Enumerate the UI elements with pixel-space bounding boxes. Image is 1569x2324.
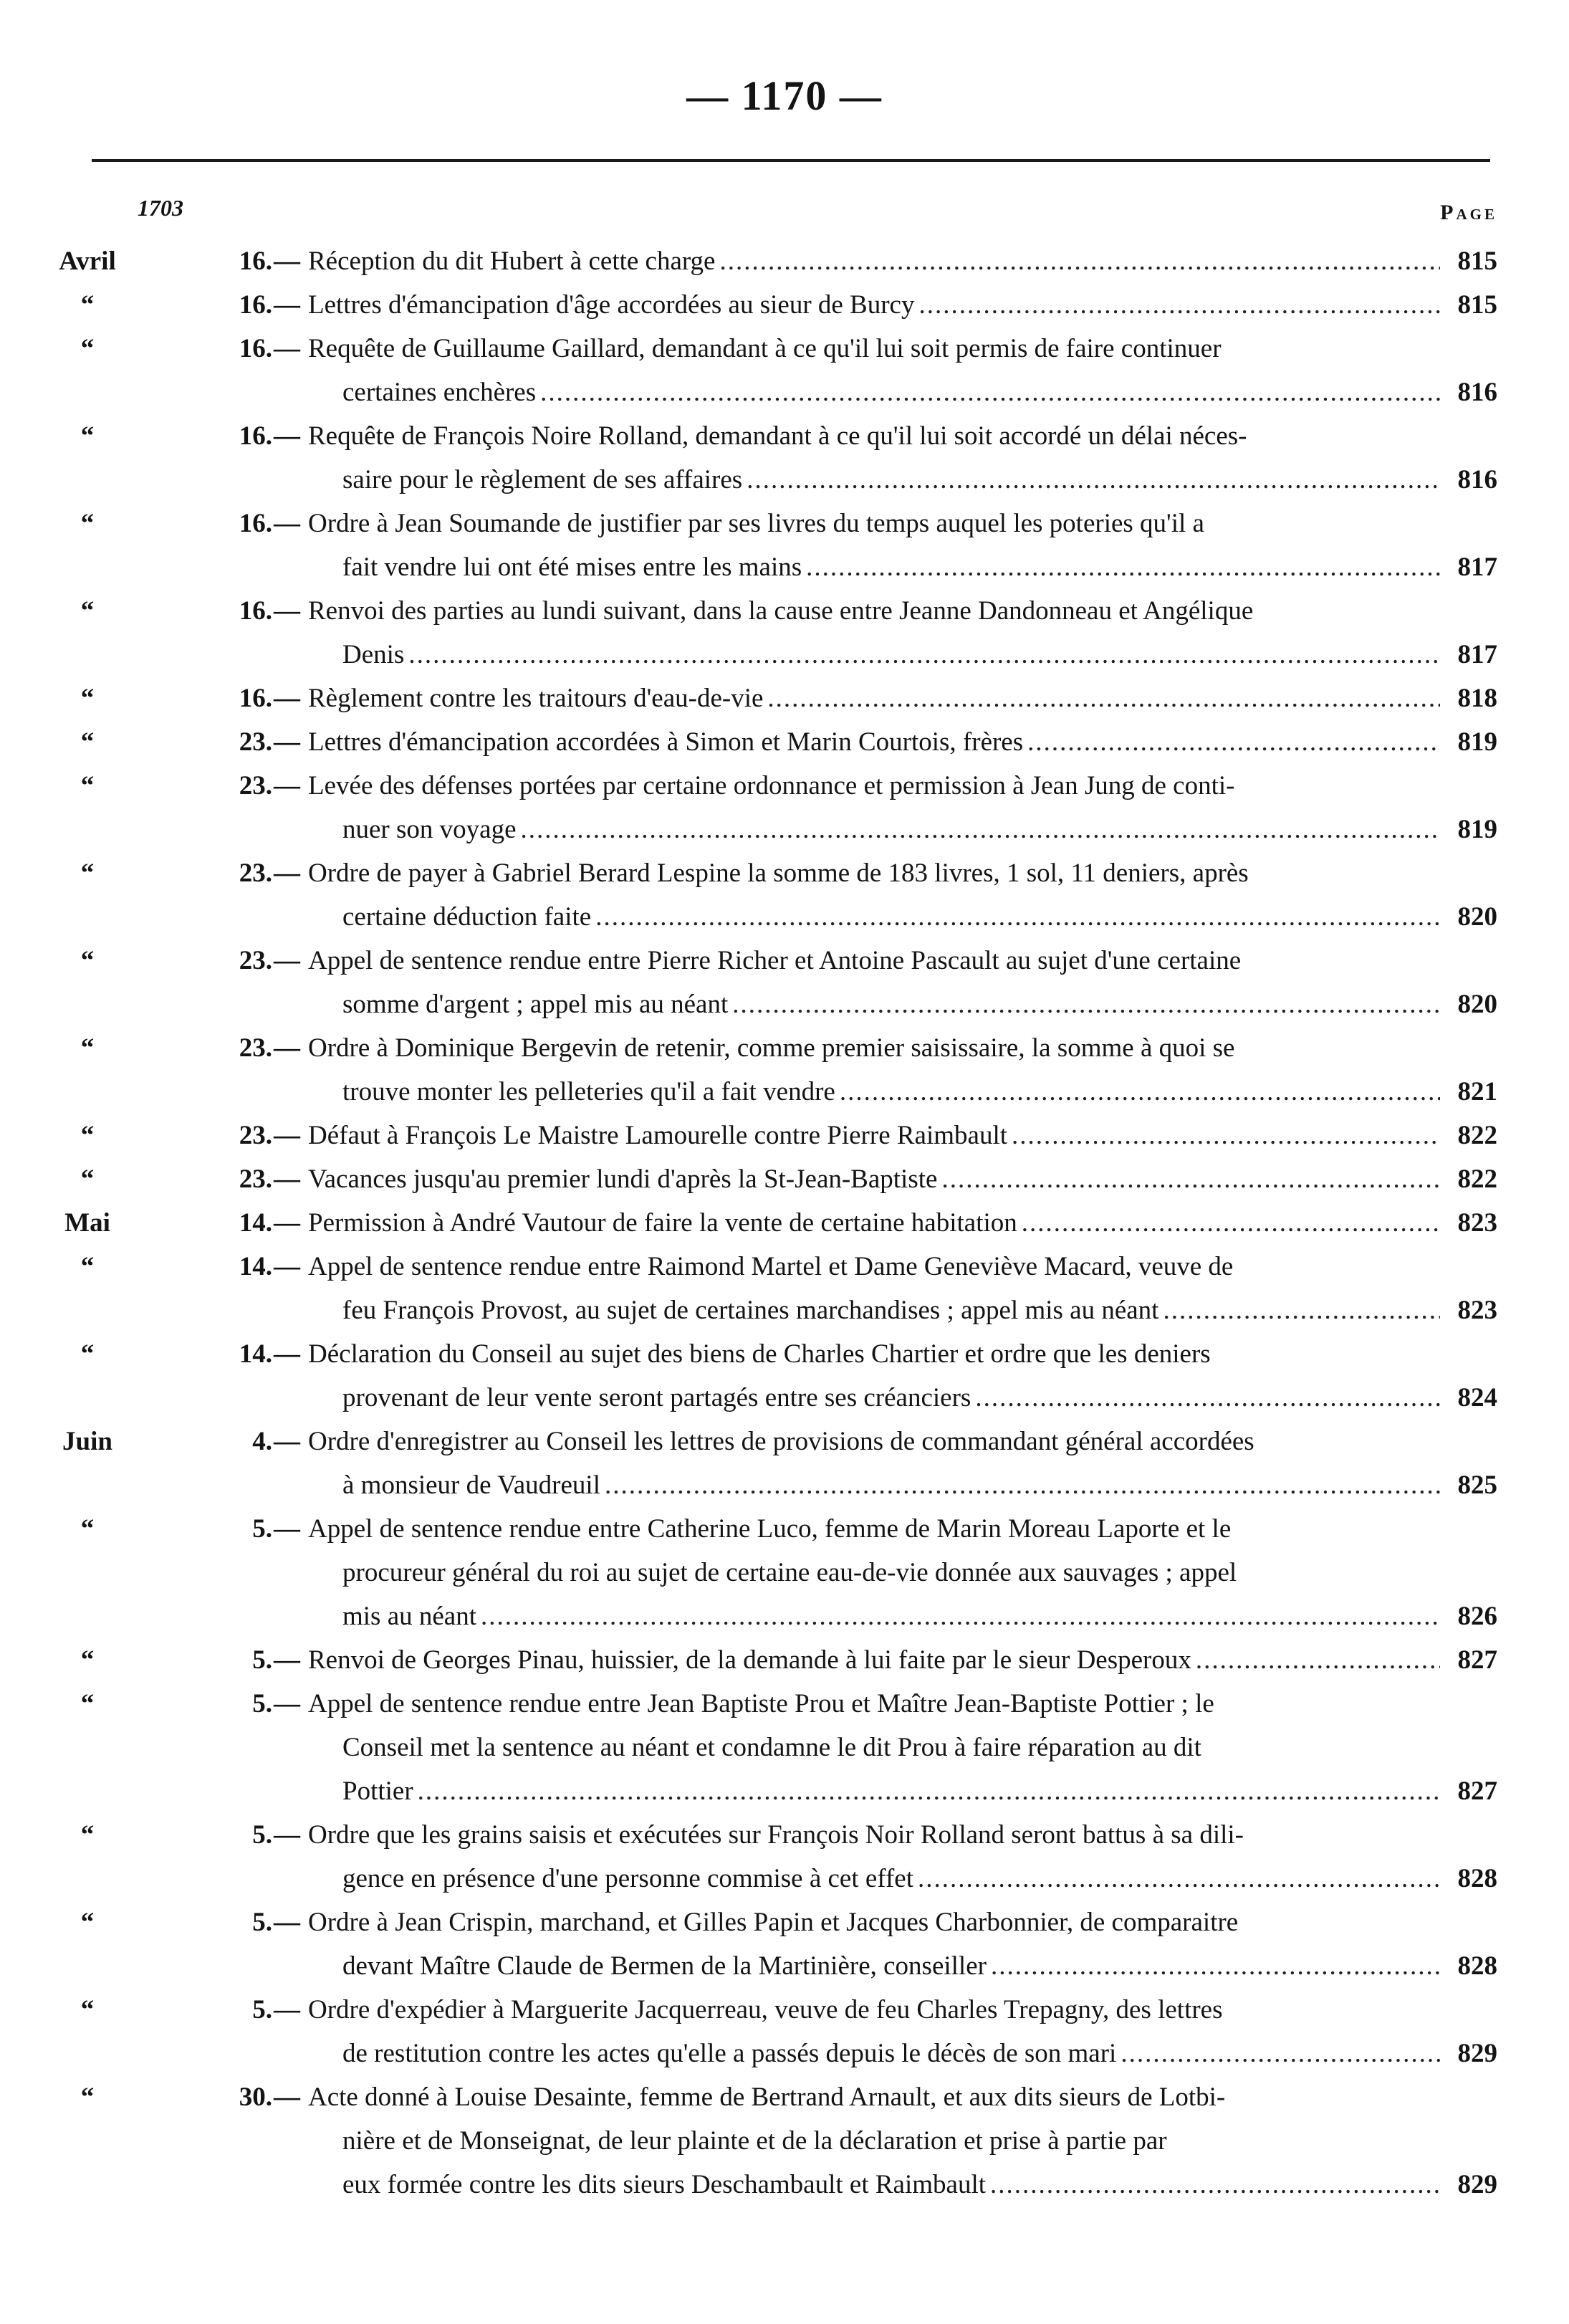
entry-dash: — — [274, 1165, 300, 1194]
dot-leader — [418, 1769, 1440, 1813]
entry-page-number: 828 — [1457, 1951, 1497, 1981]
entry-month: “ — [80, 771, 95, 800]
entry-text: Ordre à Jean Soumande de justifier par ses livres du temps auquel les poteries qu'il a — [308, 509, 1204, 538]
entry-text-wrap — [342, 982, 1440, 1026]
entry-line — [0, 1376, 1569, 1420]
entry-page-number: 823 — [1457, 1296, 1497, 1325]
entry-dash: — — [274, 1033, 300, 1063]
entry-dash: — — [274, 1339, 300, 1369]
dot-leader — [990, 2163, 1440, 2206]
list-item — [0, 1813, 1569, 1900]
entry-line — [0, 370, 1569, 414]
dot-leader — [1163, 1288, 1440, 1332]
entry-text-wrap — [308, 1026, 1440, 1070]
list-item — [0, 1900, 1569, 1988]
entry-month: Avril — [59, 247, 116, 276]
entry-day: 4. — [252, 1427, 272, 1456]
entry-dash: — — [274, 946, 300, 975]
entry-text: provenant de leur vente seront partagés entre ses créanciers — [342, 1383, 971, 1412]
entry-text: Ordre à Dominique Bergevin de retenir, comme premier saisissaire, la somme à quoi se — [308, 1033, 1235, 1063]
entry-page-number: 828 — [1457, 1864, 1497, 1893]
entry-text: certaines enchères — [342, 378, 537, 407]
entry-day: 23. — [239, 1165, 272, 1194]
entry-month: “ — [80, 421, 95, 451]
entry-text-wrap — [308, 502, 1440, 545]
entry-text: Appel de sentence rendue entre Raimond Martel et Dame Geneviève Macard, veuve de — [308, 1252, 1234, 1281]
entry-month: “ — [80, 1252, 95, 1281]
entry-page-number: 818 — [1457, 684, 1497, 713]
entry-dash: — — [274, 1252, 300, 1281]
entry-text: nière et de Monseignat, de leur plainte et de la déclaration et prise à partie par — [342, 2126, 1167, 2156]
list-item — [0, 1682, 1569, 1813]
entry-page-number: 822 — [1457, 1165, 1497, 1194]
entry-text-wrap — [342, 1857, 1440, 1900]
entry-line — [0, 1900, 1569, 1944]
entry-text-wrap — [308, 1157, 1440, 1201]
dot-leader — [767, 676, 1440, 720]
entry-text: Requête de Guillaume Gaillard, demandant à ce qu'il lui soit permis de faire continuer — [308, 334, 1222, 363]
entry-line — [0, 808, 1569, 851]
entry-page-number: 822 — [1457, 1121, 1497, 1150]
entry-text-wrap — [308, 764, 1440, 808]
list-item — [0, 720, 1569, 764]
entry-text-wrap — [308, 1332, 1440, 1376]
entry-day: 30. — [239, 2082, 272, 2112]
entry-month: Mai — [64, 1208, 110, 1238]
entry-line — [0, 589, 1569, 633]
entry-page-number: 815 — [1457, 290, 1497, 320]
entry-line — [0, 633, 1569, 676]
entry-month: “ — [80, 596, 95, 626]
entry-text-wrap — [308, 239, 1440, 283]
entry-text: Renvoi de Georges Pinau, huissier, de la demande à lui faite par le sieur Desperoux — [308, 1645, 1191, 1675]
entry-text-wrap — [308, 1420, 1440, 1463]
entry-text: Ordre de payer à Gabriel Berard Lespine la somme de 183 livres, 1 sol, 11 deniers, après — [308, 859, 1249, 888]
entry-line — [0, 676, 1569, 720]
entry-page-number: 827 — [1457, 1777, 1497, 1806]
entry-dash: — — [274, 1427, 300, 1456]
entry-text-wrap — [308, 676, 1440, 720]
entry-text-wrap — [308, 851, 1440, 895]
entry-month: “ — [80, 334, 95, 363]
entry-day: 23. — [239, 1033, 272, 1063]
entry-text: Pottier — [342, 1777, 413, 1806]
entry-dash: — — [274, 421, 300, 451]
dot-leader — [521, 808, 1441, 851]
entry-dash: — — [274, 1514, 300, 1544]
entry-day: 23. — [239, 1121, 272, 1150]
list-item — [0, 1420, 1569, 1507]
entry-text-wrap — [342, 1288, 1440, 1332]
dot-leader — [540, 370, 1440, 414]
entry-day: 16. — [239, 509, 272, 538]
entry-day: 14. — [239, 1339, 272, 1369]
entry-line — [0, 2075, 1569, 2119]
entry-line — [0, 239, 1569, 283]
list-item — [0, 764, 1569, 851]
dot-leader — [1012, 1114, 1440, 1157]
list-item — [0, 1332, 1569, 1420]
entry-month: “ — [80, 1514, 95, 1544]
entry-dash: — — [274, 1645, 300, 1675]
entry-text-wrap — [342, 1070, 1440, 1114]
entry-text: Lettres d'émancipation accordées à Simon et Marin Courtois, frères — [308, 727, 1024, 757]
entry-text-wrap — [342, 2163, 1440, 2206]
entry-day: 5. — [252, 1908, 272, 1937]
entry-day: 23. — [239, 946, 272, 975]
dot-leader — [747, 458, 1440, 502]
entry-day: 16. — [239, 290, 272, 320]
entry-line — [0, 1682, 1569, 1726]
entry-dash: — — [274, 1995, 300, 2024]
entry-text: Ordre à Jean Crispin, marchand, et Gilles Papin et Jacques Charbonnier, de comparaitre — [308, 1908, 1239, 1937]
entry-text-wrap — [308, 1245, 1440, 1288]
entry-line — [0, 1551, 1569, 1594]
list-item — [0, 1157, 1569, 1201]
entry-text: eux formée contre les dits sieurs Deschambault et Raimbault — [342, 2170, 987, 2199]
entry-text: Requête de François Noire Rolland, demandant à ce qu'il lui soit accordé un délai néces- — [308, 421, 1247, 451]
entry-line — [0, 283, 1569, 327]
entry-page-number: 829 — [1457, 2170, 1497, 2199]
entry-page-number: 817 — [1457, 553, 1497, 582]
entry-text-wrap — [342, 633, 1440, 676]
entry-day: 5. — [252, 1514, 272, 1544]
entry-month: “ — [80, 1165, 95, 1194]
entry-day: 14. — [239, 1252, 272, 1281]
entry-text: Déclaration du Conseil au sujet des biens de Charles Chartier et ordre que les deniers — [308, 1339, 1211, 1369]
entry-day: 5. — [252, 1645, 272, 1675]
entry-text: feu François Provost, au sujet de certaines marchandises ; appel mis au néant — [342, 1296, 1159, 1325]
entry-text-wrap — [308, 1682, 1440, 1726]
entry-text: nuer son voyage — [342, 815, 517, 844]
entry-page-number: 816 — [1457, 465, 1497, 494]
header-rule — [92, 159, 1490, 162]
dot-leader — [1022, 1201, 1440, 1245]
list-item — [0, 851, 1569, 939]
entry-text: Règlement contre les traitours d'eau-de-vie — [308, 684, 764, 713]
entry-text-wrap — [308, 1507, 1440, 1551]
list-item — [0, 1114, 1569, 1157]
dot-leader — [991, 1944, 1440, 1988]
entry-line — [0, 1114, 1569, 1157]
entry-text: Denis — [342, 640, 405, 669]
entry-day: 5. — [252, 1995, 272, 2024]
dot-leader — [1121, 2032, 1440, 2075]
entry-list — [0, 239, 1569, 2206]
entry-text-wrap — [342, 1463, 1440, 1507]
entry-day: 5. — [252, 1820, 272, 1850]
entry-dash: — — [274, 290, 300, 320]
entry-month: “ — [80, 1033, 95, 1063]
entry-day: 16. — [239, 247, 272, 276]
page-column-header: Page — [1440, 201, 1497, 224]
dot-leader — [1196, 1638, 1440, 1682]
entry-page-number: 817 — [1457, 640, 1497, 669]
entry-day: 16. — [239, 421, 272, 451]
entry-month: “ — [80, 1689, 95, 1718]
entry-day: 23. — [239, 859, 272, 888]
entry-text: Ordre que les grains saisis et exécutées sur François Noir Rolland seront battus à sa dili- — [308, 1820, 1244, 1850]
entry-month: “ — [80, 509, 95, 538]
entry-text: de restitution contre les actes qu'elle a passés depuis le décès de son mari — [342, 2039, 1117, 2068]
entry-text: Permission à André Vautour de faire la vente de certaine habitation — [308, 1208, 1017, 1238]
entry-text: Ordre d'expédier à Marguerite Jacquerreau, veuve de feu Charles Trepagny, des lettres — [308, 1995, 1223, 2024]
entry-page-number: 829 — [1457, 2039, 1497, 2068]
entry-line — [0, 1070, 1569, 1114]
entry-text-wrap — [308, 2075, 1440, 2119]
entry-month: “ — [80, 859, 95, 888]
entry-text-wrap — [342, 808, 1440, 851]
entry-dash: — — [274, 1208, 300, 1238]
list-item — [0, 502, 1569, 589]
list-item — [0, 1201, 1569, 1245]
entry-line — [0, 1332, 1569, 1376]
entry-day: 16. — [239, 684, 272, 713]
entry-month: “ — [80, 1820, 95, 1850]
entry-dash: — — [274, 247, 300, 276]
entry-text-wrap — [342, 2032, 1440, 2075]
entry-line — [0, 1157, 1569, 1201]
entry-page-number: 819 — [1457, 815, 1497, 844]
entry-text-wrap — [308, 283, 1440, 327]
entry-dash: — — [274, 509, 300, 538]
entry-line — [0, 1726, 1569, 1769]
entry-text-wrap — [342, 1594, 1440, 1638]
entry-line — [0, 1857, 1569, 1900]
list-item — [0, 676, 1569, 720]
dot-leader — [595, 895, 1440, 939]
entry-text-wrap — [308, 1638, 1440, 1682]
entry-month: “ — [80, 290, 95, 320]
dot-leader — [1027, 720, 1440, 764]
entry-text: Lettres d'émancipation d'âge accordées au sieur de Burcy — [308, 290, 915, 320]
entry-month: “ — [80, 1908, 95, 1937]
entry-dash: — — [274, 596, 300, 626]
entry-dash: — — [274, 1908, 300, 1937]
entry-text-wrap — [308, 1988, 1440, 2032]
entry-line — [0, 2032, 1569, 2075]
entry-line — [0, 851, 1569, 895]
entry-month: “ — [80, 1995, 95, 2024]
dot-leader — [605, 1463, 1440, 1507]
entry-text: Ordre d'enregistrer au Conseil les lettres de provisions de commandant général accordées — [308, 1427, 1254, 1456]
entry-text-wrap — [342, 1376, 1440, 1420]
entry-text-wrap — [342, 895, 1440, 939]
dot-leader — [408, 633, 1440, 676]
entry-month: “ — [80, 1645, 95, 1675]
list-item — [0, 1245, 1569, 1332]
list-item — [0, 1507, 1569, 1638]
entry-text-wrap — [342, 1726, 1440, 1769]
entry-line — [0, 1245, 1569, 1288]
entry-line — [0, 720, 1569, 764]
entry-text: somme d'argent ; appel mis au néant — [342, 990, 729, 1019]
entry-line — [0, 939, 1569, 982]
list-item — [0, 327, 1569, 414]
entry-text: Conseil met la sentence au néant et condamne le dit Prou à faire réparation au dit — [342, 1733, 1201, 1762]
entry-line — [0, 545, 1569, 589]
entry-text: gence en présence d'une personne commise à cet effet — [342, 1864, 913, 1893]
entry-line — [0, 982, 1569, 1026]
entry-text-wrap — [342, 1551, 1440, 1594]
entry-text-wrap — [308, 414, 1440, 458]
entry-line — [0, 1594, 1569, 1638]
dot-leader — [941, 1157, 1440, 1201]
dot-leader — [975, 1376, 1440, 1420]
entry-dash: — — [274, 334, 300, 363]
entry-text: procureur général du roi au sujet de certaine eau-de-vie donnée aux sauvages ; appel — [342, 1558, 1237, 1587]
entry-line — [0, 2119, 1569, 2163]
entry-line — [0, 1944, 1569, 1988]
list-item — [0, 414, 1569, 502]
entry-page-number: 819 — [1457, 727, 1497, 757]
entry-text-wrap — [342, 1944, 1440, 1988]
entry-line — [0, 1201, 1569, 1245]
list-item — [0, 2075, 1569, 2206]
entry-dash: — — [274, 771, 300, 800]
entry-text: Vacances jusqu'au premier lundi d'après la St-Jean-Baptiste — [308, 1165, 938, 1194]
year-label: 1703 — [138, 195, 183, 221]
dot-leader — [918, 1857, 1440, 1900]
entry-line — [0, 1507, 1569, 1551]
entry-page-number: 827 — [1457, 1645, 1497, 1675]
list-item — [0, 1638, 1569, 1682]
entry-month: “ — [80, 1121, 95, 1150]
entry-page-number: 815 — [1457, 247, 1497, 276]
entry-text-wrap — [342, 2119, 1440, 2163]
entry-text-wrap — [308, 589, 1440, 633]
entry-line — [0, 502, 1569, 545]
entry-line — [0, 458, 1569, 502]
entry-line — [0, 1813, 1569, 1857]
entry-month: Juin — [62, 1427, 112, 1456]
entry-day: 16. — [239, 334, 272, 363]
entry-text: Appel de sentence rendue entre Jean Baptiste Prou et Maître Jean-Baptiste Pottier ; le — [308, 1689, 1214, 1718]
entry-text-wrap — [308, 1201, 1440, 1245]
dot-leader — [840, 1070, 1440, 1114]
entry-text: Défaut à François Le Maistre Lamourelle contre Pierre Raimbault — [308, 1121, 1008, 1150]
entry-text: certaine déduction faite — [342, 902, 592, 932]
entry-line — [0, 1463, 1569, 1507]
list-item — [0, 239, 1569, 283]
entry-line — [0, 414, 1569, 458]
list-item — [0, 589, 1569, 676]
entry-day: 16. — [239, 596, 272, 626]
entry-page-number: 825 — [1457, 1471, 1497, 1500]
entry-page-number: 816 — [1457, 378, 1497, 407]
entry-month: “ — [80, 946, 95, 975]
entry-dash: — — [274, 2082, 300, 2112]
entry-text: Appel de sentence rendue entre Catherine Luco, femme de Marin Moreau Laporte et le — [308, 1514, 1232, 1544]
entry-text: Renvoi des parties au lundi suivant, dans la cause entre Jeanne Dandonneau et Angélique — [308, 596, 1254, 626]
entry-day: 23. — [239, 727, 272, 757]
entry-line — [0, 2163, 1569, 2206]
entry-page-number: 824 — [1457, 1383, 1497, 1412]
entry-text: devant Maître Claude de Bermen de la Martinière, conseiller — [342, 1951, 987, 1981]
dot-leader — [806, 545, 1440, 589]
entry-text: saire pour le règlement de ses affaires — [342, 465, 743, 494]
entry-line — [0, 1638, 1569, 1682]
entry-text-wrap — [308, 1900, 1440, 1944]
entry-dash: — — [274, 727, 300, 757]
entry-text: trouve monter les pelleteries qu'il a fait vendre — [342, 1077, 835, 1106]
entry-dash: — — [274, 859, 300, 888]
entry-text: mis au néant — [342, 1602, 477, 1631]
entry-day: 23. — [239, 771, 272, 800]
entry-line — [0, 895, 1569, 939]
entry-page-number: 820 — [1457, 902, 1497, 932]
entry-page-number: 823 — [1457, 1208, 1497, 1238]
entry-day: 14. — [239, 1208, 272, 1238]
entry-text: fait vendre lui ont été mises entre les mains — [342, 553, 802, 582]
page-number: — 1170 — — [686, 72, 883, 119]
entry-page-number: 820 — [1457, 990, 1497, 1019]
entry-text-wrap — [308, 720, 1440, 764]
entry-day: 5. — [252, 1689, 272, 1718]
entry-line — [0, 1420, 1569, 1463]
entry-text: Acte donné à Louise Desainte, femme de Bertrand Arnault, et aux dits sieurs de Lotbi- — [308, 2082, 1226, 2112]
list-item — [0, 1026, 1569, 1114]
dot-leader — [732, 982, 1440, 1026]
entry-dash: — — [274, 1121, 300, 1150]
dot-leader — [918, 283, 1440, 327]
entry-text: Levée des défenses portées par certaine ordonnance et permission à Jean Jung de conti- — [308, 771, 1235, 800]
entry-dash: — — [274, 1820, 300, 1850]
entry-text-wrap — [342, 370, 1440, 414]
dot-leader — [481, 1594, 1440, 1638]
entry-text: Réception du dit Hubert à cette charge — [308, 247, 716, 276]
entry-month: “ — [80, 1339, 95, 1369]
dot-leader — [719, 239, 1440, 283]
entry-text-wrap — [342, 1769, 1440, 1813]
entry-line — [0, 1769, 1569, 1813]
entry-dash: — — [274, 1689, 300, 1718]
entry-line — [0, 1026, 1569, 1070]
list-item — [0, 1988, 1569, 2075]
entry-dash: — — [274, 684, 300, 713]
entry-page-number: 826 — [1457, 1602, 1497, 1631]
entry-text-wrap — [342, 458, 1440, 502]
entry-text-wrap — [308, 1114, 1440, 1157]
entry-text: Appel de sentence rendue entre Pierre Richer et Antoine Pascault au sujet d'une certaine — [308, 946, 1242, 975]
entry-text-wrap — [308, 1813, 1440, 1857]
entry-month: “ — [80, 684, 95, 713]
entry-month: “ — [80, 727, 95, 757]
entry-month: “ — [80, 2082, 95, 2112]
list-item — [0, 283, 1569, 327]
entry-page-number: 821 — [1457, 1077, 1497, 1106]
entry-text: à monsieur de Vaudreuil — [342, 1471, 600, 1500]
entry-text-wrap — [308, 327, 1440, 370]
entry-text-wrap — [308, 939, 1440, 982]
entry-text-wrap — [342, 545, 1440, 589]
entry-line — [0, 327, 1569, 370]
entry-line — [0, 1988, 1569, 2032]
list-item — [0, 939, 1569, 1026]
entry-line — [0, 1288, 1569, 1332]
entry-line — [0, 764, 1569, 808]
